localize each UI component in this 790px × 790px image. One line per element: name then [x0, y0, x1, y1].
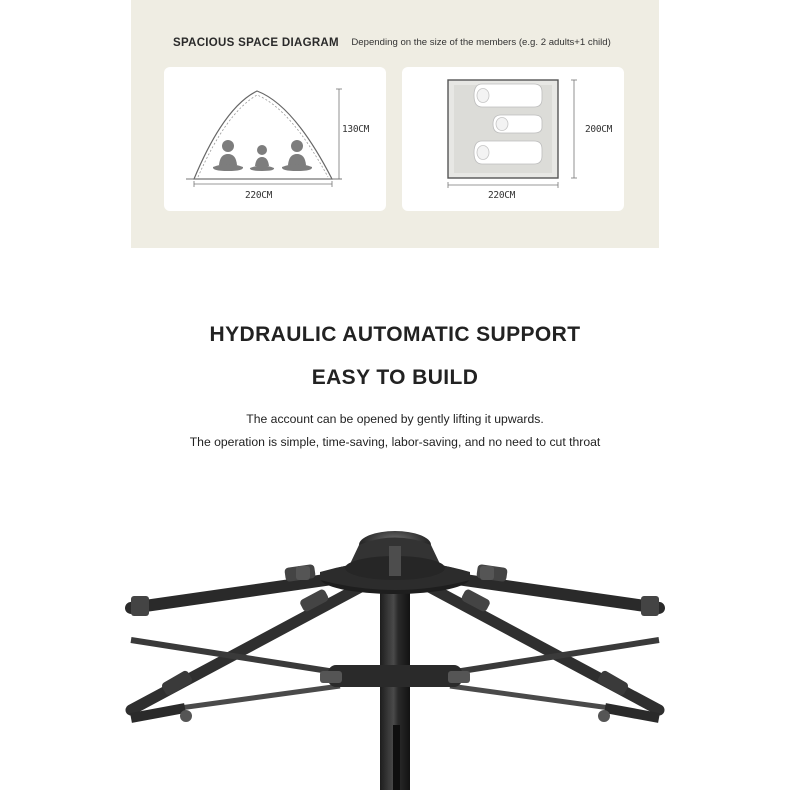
sleeping-bag-icon: [474, 84, 542, 107]
sleeping-bag-icon: [493, 115, 542, 133]
side-height-label: 130CM: [342, 124, 370, 135]
headline-hydraulic-support: HYDRAULIC AUTOMATIC SUPPORT: [209, 323, 581, 346]
tent-top-view-card: [402, 67, 624, 211]
headline-easy-to-build: EASY TO BUILD: [311, 366, 479, 389]
sleeping-bag-icon: [474, 141, 542, 164]
diagram-heading: [173, 34, 653, 50]
tent-side-view-drawing: [164, 67, 386, 211]
tent-side-view-card: [164, 67, 386, 211]
tent-frame-hub-photo: [0, 500, 790, 790]
size-diagram-panel: [131, 0, 659, 248]
top-depth-label: 200CM: [585, 124, 613, 135]
diagram-title: SPACIOUS SPACE DIAGRAM: [173, 36, 339, 49]
description-line-2: The operation is simple, time-saving, labor-saving, and no need to cut throat: [189, 435, 601, 449]
diagram-note: Depending on the size of the members (e.g. 2 adults+1 child): [351, 37, 611, 49]
side-width-label: 220CM: [245, 190, 273, 201]
top-width-label: 220CM: [488, 190, 516, 201]
description-line-1: The account can be opened by gently lifting it upwards.: [246, 412, 544, 426]
